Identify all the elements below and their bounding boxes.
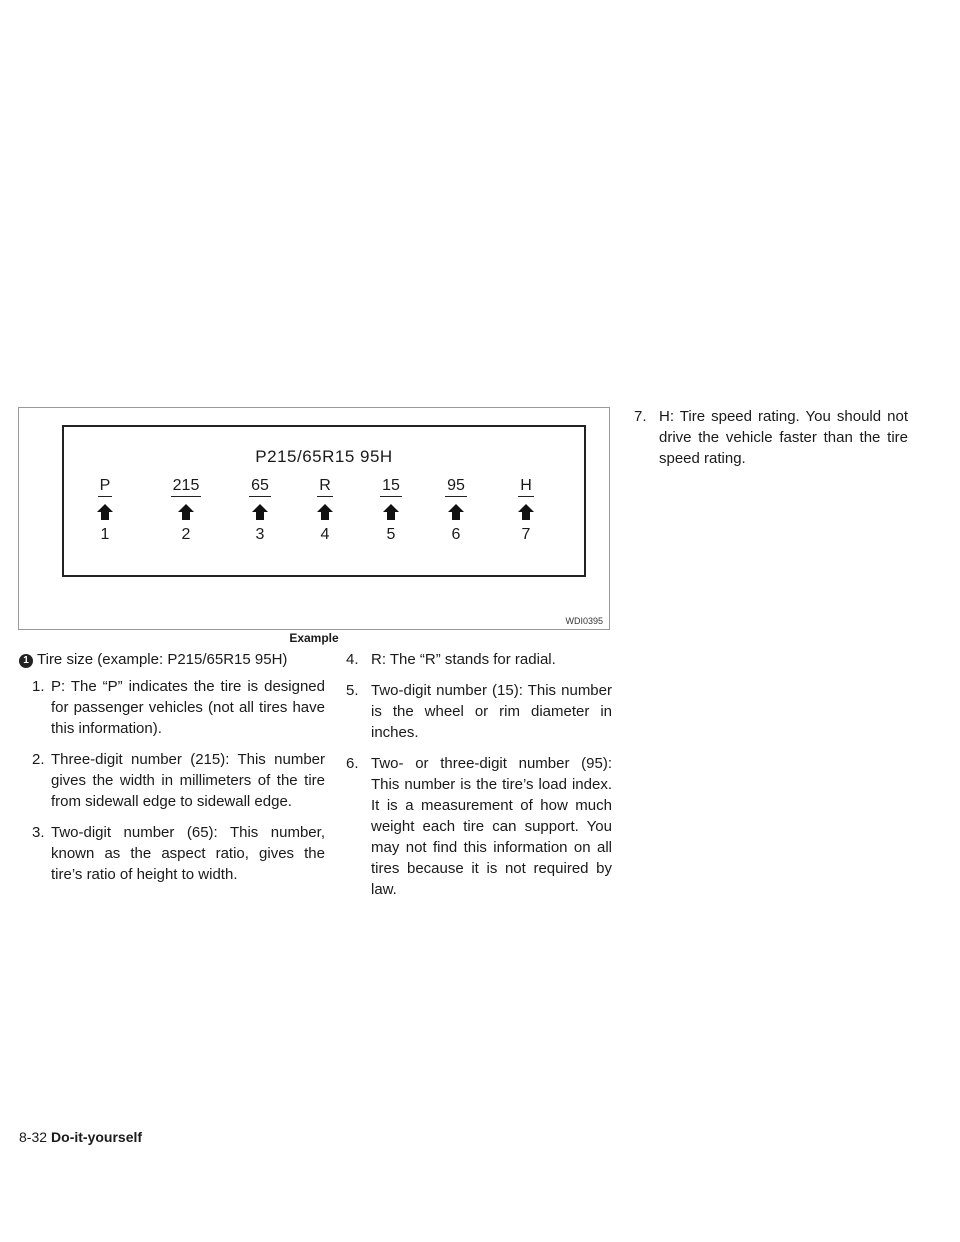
page-number: 8-32 (19, 1129, 48, 1145)
tire-code-part (436, 477, 476, 544)
tire-code-part (506, 477, 546, 544)
part-number: 7 (521, 526, 531, 543)
item-number: 5. (346, 682, 359, 699)
item-text: R: The “R” stands for radial. (371, 651, 556, 668)
tire-code: P215/65R15 95H (255, 447, 393, 466)
page-footer (19, 1129, 142, 1145)
list-item (346, 680, 612, 743)
list-item (346, 753, 612, 900)
up-arrow-icon (252, 504, 268, 520)
item-number: 6. (346, 755, 359, 772)
tire-label-box (62, 425, 586, 577)
up-arrow-icon (97, 504, 113, 520)
up-arrow-icon (178, 504, 194, 520)
part-label: P (98, 477, 113, 497)
list-item (346, 649, 612, 670)
tire-code-part (240, 477, 280, 544)
item-text: Two-digit number (15): This number is the wheel or rim diameter in inches. (371, 682, 612, 741)
part-label: 15 (380, 477, 402, 497)
list-item (19, 822, 325, 885)
part-number: 6 (451, 526, 461, 543)
figure-code: WDI0395 (565, 616, 603, 626)
section-title: Do-it-yourself (51, 1129, 143, 1145)
item-text: Two-digit number (65): This number, known as the aspect ratio, gives the tire’s ratio of height to width. (51, 824, 325, 883)
up-arrow-icon (317, 504, 333, 520)
item-text: Three-digit number (215): This number gives the width in millimeters of the tire from sidewall edge to sidewall edge. (51, 751, 325, 810)
part-number: 3 (255, 526, 265, 543)
list-item (19, 749, 325, 812)
part-label: R (317, 477, 333, 497)
text-column-right (634, 406, 908, 479)
part-label: 215 (171, 477, 202, 497)
tire-size-figure (18, 407, 610, 630)
item-text: Two- or three-digit number (95): This number is the tire’s load index. It is a measurement of how much weight each tire can support. You may not find this information on all tires because it is not required by law. (371, 755, 612, 898)
tire-code-part (85, 477, 125, 544)
item-text: P: The “P” indicates the tire is designed for passenger vehicles (not all tires have this information). (51, 678, 325, 737)
part-number: 2 (181, 526, 191, 543)
tire-code-part (166, 477, 206, 544)
part-label: H (518, 477, 534, 497)
up-arrow-icon (518, 504, 534, 520)
part-number: 5 (386, 526, 396, 543)
part-number: 4 (320, 526, 330, 543)
part-label: 65 (249, 477, 271, 497)
up-arrow-icon (383, 504, 399, 520)
part-label: 95 (445, 477, 467, 497)
circled-number-marker: 1 (19, 654, 33, 668)
tire-code-part (371, 477, 411, 544)
item-text: H: Tire speed rating. You should not drive the vehicle faster than the tire speed rating. (659, 408, 908, 467)
item-number: 7. (634, 408, 647, 425)
text-column-left (19, 649, 325, 895)
item-number: 4. (346, 651, 359, 668)
up-arrow-icon (448, 504, 464, 520)
list-item (19, 676, 325, 739)
tire-code-part (305, 477, 345, 544)
part-number: 1 (100, 526, 110, 543)
figure-caption: Example (289, 631, 339, 645)
item-number: 3. (32, 824, 45, 841)
heading-text: Tire size (example: P215/65R15 95H) (37, 651, 288, 668)
section-heading (19, 649, 325, 670)
item-number: 1. (32, 678, 45, 695)
text-column-middle (346, 649, 612, 910)
list-item (634, 406, 908, 469)
item-number: 2. (32, 751, 45, 768)
